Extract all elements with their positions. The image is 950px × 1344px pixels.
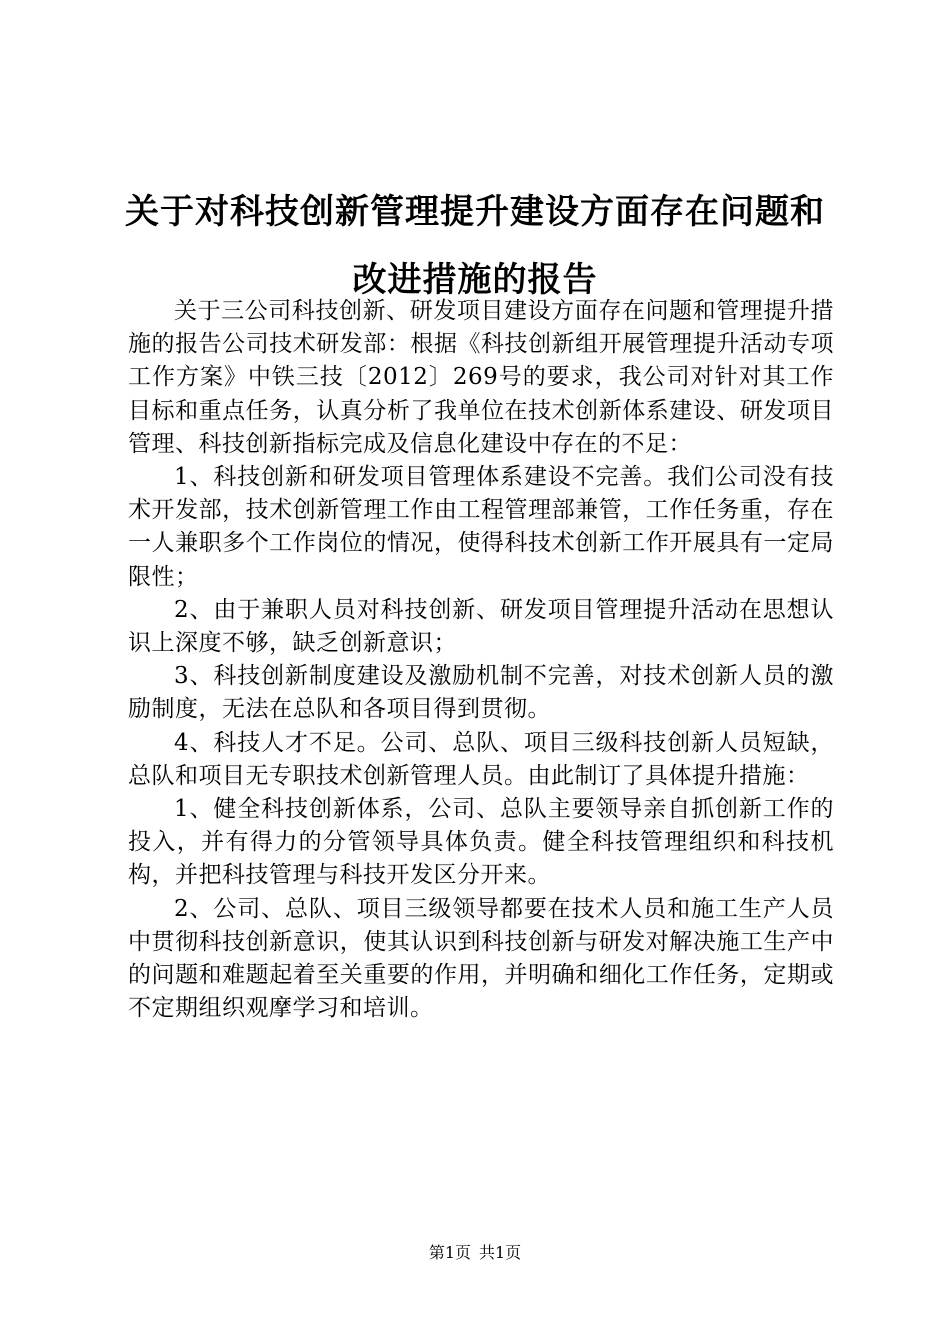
document-body <box>128 295 834 1025</box>
page-footer <box>0 1243 950 1263</box>
title-line-2: 改进措施的报告 <box>352 260 598 300</box>
title-line-1: 关于对科技创新管理提升建设方面存在问题和 <box>125 192 825 232</box>
paragraph-issue-2: 2、由于兼职人员对科技创新、研发项目管理提升活动在思想认识上深度不够，缺乏创新意识； <box>128 596 834 657</box>
page-number: 第1页 <box>428 1243 471 1262</box>
paragraph-measure-1: 1、健全科技创新体系，公司、总队主要领导亲自抓创新工作的投入，并有得力的分管领导具体负责。健全科技管理组织和科技机构，并把科技管理与科技开发区分开来。 <box>128 796 834 889</box>
paragraph-issue-1: 1、科技创新和研发项目管理体系建设不完善。我们公司没有技术开发部，技术创新管理工作由工程管理部兼管，工作任务重，存在一人兼职多个工作岗位的情况，使得科技术创新工作开展具有一定局限性； <box>128 464 834 590</box>
paragraph-issue-4: 4、科技人才不足。公司、总队、项目三级科技创新人员短缺，总队和项目无专职技术创新管理人员。由此制订了具体提升措施： <box>128 729 834 789</box>
document-title <box>110 178 840 314</box>
paragraph-measure-2: 2、公司、总队、项目三级领导都要在技术人员和施工生产人员中贯彻科技创新意识，使其认识到科技创新与研发对解决施工生产中的问题和难题起着至关重要的作用，并明确和细化工作任务，定期或不定期组织观摩学习和培训。 <box>128 895 834 1022</box>
page-total: 共1页 <box>479 1243 522 1262</box>
paragraph-intro: 关于三公司科技创新、研发项目建设方面存在问题和管理提升措施的报告公司技术研发部：根据《科技创新组开展管理提升活动专项工作方案》中铁三技〔2012〕269号的要求，我公司对针对其工作目标和重点任务，认真分析了我单位在技术创新体系建设、研发项目管理、科技创新指标完成及信息化建设中存在的不足： <box>128 298 834 457</box>
paragraph-issue-3: 3、科技创新制度建设及激励机制不完善，对技术创新人员的激励制度，无法在总队和各项目得到贯彻。 <box>128 663 834 723</box>
